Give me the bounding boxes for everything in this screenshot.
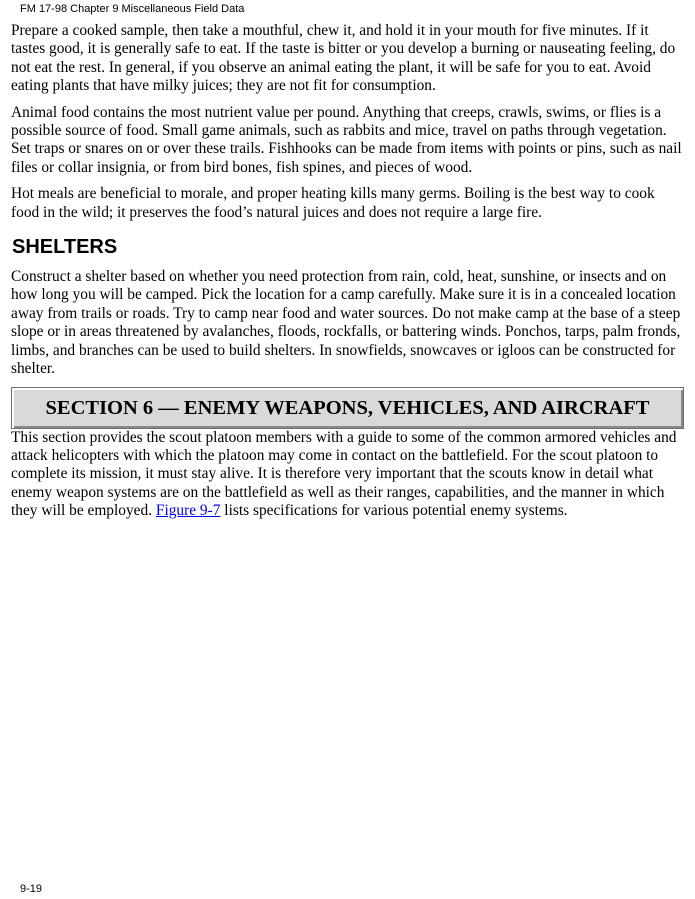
section-6-text-after-link: lists specifications for various potential enemy systems. (220, 502, 568, 520)
section-6-title: SECTION 6 — ENEMY WEAPONS, VEHICLES, AND AIRCRAFT (45, 396, 650, 419)
figure-9-7-link[interactable]: Figure 9-7 (155, 502, 221, 520)
document-body (11, 22, 684, 521)
page-header: FM 17-98 Chapter 9 Miscellaneous Field Data (20, 3, 245, 15)
paragraph-food-testing: Prepare a cooked sample, then take a mouthful, chew it, and hold it in your mouth for five minutes. If it tastes good, it is generally safe to eat. If the taste is bitter or you develop a burning or nauseating feeling, do not eat the rest. In general, if you observe an animal eating the plant, it will be safe for you to eat. Avoid eating plants that have milky juices; they are not fit for consumption. (11, 22, 676, 95)
section-6-banner (11, 387, 684, 429)
paragraph-section-6 (11, 429, 684, 521)
paragraph-shelters: Construct a shelter based on whether you need protection from rain, cold, heat, sunshine, or insects and on how long you will be camped. Pick the location for a camp carefully. Make sure it is in a concealed location away from trails or roads. Try to camp near food and water sources. Do not make camp at the base of a steep slope or in areas threatened by avalanches, floods, rockfalls, or battering winds. Ponchos, tarps, palm fronds, limbs, and branches can be used to build shelters. In snowfields, snowcaves or igloos can be constructed for shelter. (11, 268, 681, 378)
paragraph-hot-meals: Hot meals are beneficial to morale, and proper heating kills many germs. Boiling is the best way to cook food in the wild; it preserves the food’s natural juices and does not require a large fire. (11, 185, 655, 221)
page-number: 9-19 (20, 883, 43, 895)
shelters-heading: SHELTERS (12, 236, 118, 259)
paragraph-animal-food: Animal food contains the most nutrient value per pound. Anything that creeps, crawls, swims, or flies is a possible source of food. Small game animals, such as rabbits and mice, travel on paths through vegetation. Set traps or snares on or over these trails. Fishhooks can be made from items with points or pins, such as nail files or collar insignia, or from bird bones, fish spines, and pieces of wood. (11, 103, 682, 176)
section-6-text-before-link: This section provides the scout platoon members with a guide to some of the common armored vehicles and attack helicopters with which the platoon may come in contact on the battlefield. For the scout platoon to complete its mission, it must stay alive. It is therefore very important that the scouts know in detail what enemy weapon systems are on the battlefield as well as their ranges, capabilities, and the manner in which they will be employed. (11, 428, 677, 520)
